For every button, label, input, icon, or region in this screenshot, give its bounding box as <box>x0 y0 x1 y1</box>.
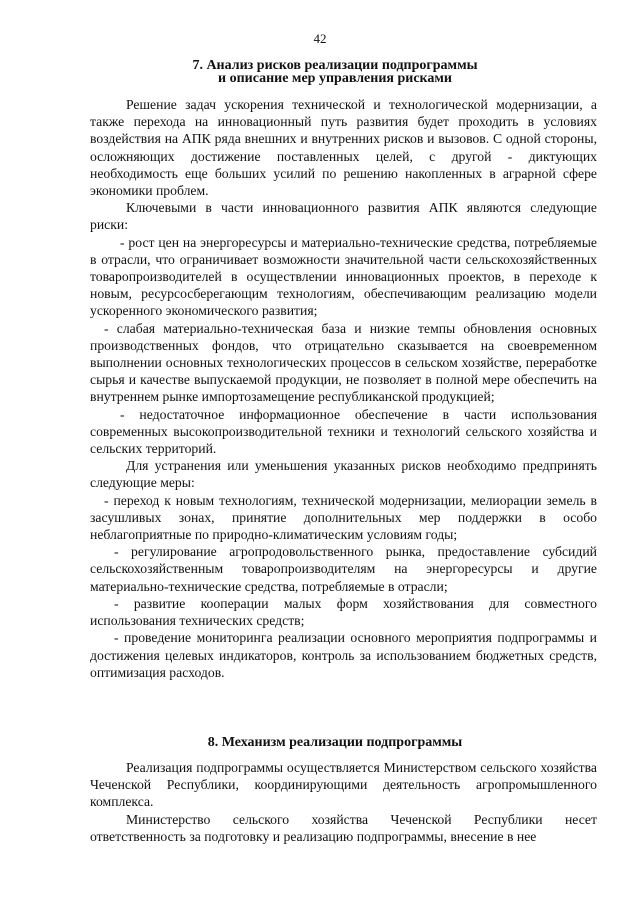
risk-item-information: - недостаточное информационное обеспечение в части использования современных высокопроизводительной техники и технологий сельского хозяйства и сельских территорий. <box>90 406 597 457</box>
paragraph-implementation: Реализация подпрограммы осуществляется Министерством сельского хозяйства Чеченской Республики, координирующими деятельность агропромышленного комплекса. <box>90 760 597 810</box>
measure-item-cooperation: - развитие кооперации малых форм хозяйствования для совместного использования технических средств; <box>90 595 597 629</box>
section-7-title-line-2: и описание мер управления рисками <box>218 71 452 86</box>
paragraph-ministry: Министерство сельского хозяйства Чеченской Республики несет ответственность за подготовку и реализацию подпрограммы, внесение в нее <box>90 811 597 844</box>
measure-item-market-regulation: - регулирование агропродовольственного рынка, предоставление субсидий сельскохозяйственным товаропроизводителям на энергоресурсы и другие материально-технические средства, потребляемые в отрасли; <box>90 544 597 594</box>
section-7-body <box>90 96 597 681</box>
measure-item-monitoring: - проведение мониторинга реализации основного мероприятия подпрограммы и достижения целевых индикаторов, контроль за использованием бюджетных средств, оптимизация расходов. <box>90 630 597 680</box>
paragraph-key-risks: Ключевыми в части инновационного развития АПК являются следующие риски: <box>90 200 597 233</box>
page-number: 42 <box>313 31 327 46</box>
section-7-heading <box>90 59 580 85</box>
risk-item-weak-base: - слабая материально-техническая база и низкие темпы обновления основных производственных фондов, что отрицательно сказывается на своевременном выполнении основных технологических процессов в сельском хозяйстве, переработке сырья и качестве выпускаемой продукции, не позволяет в полной мере обеспечить на внутреннем рынке импортозамещение республиканской продукцией; <box>90 320 597 405</box>
measure-item-new-technologies: - переход к новым технологиям, технической модернизации, мелиорации земель в засушливых зонах, принятие дополнительных мер поддержки в особо неблагоприятные по природно-климатическим условиям годы; <box>90 492 597 543</box>
section-8-heading: 8. Механизм реализации подпрограммы <box>207 735 463 750</box>
risk-item-energy-prices: - рост цен на энергоресурсы и материально-технические средства, потребляемые в отрасли, что ограничивает возможности значительной части сельскохозяйственных товаропроизводителей в осуществлении инновационных проектов, в переходе к новым, ресурсосберегающим технологиям, обеспечивающим реализацию модели ускоренного экономического развития; <box>90 234 597 319</box>
section-7-title-line-1: 7. Анализ рисков реализации подпрограммы <box>192 58 478 73</box>
paragraph-intro: Решение задач ускорения технической и технологической модернизации, а также перехода на инновационный путь развития будет проходить в условиях воздействия на АПК ряда внешних и внутренних рисков и вызовов. С одной стороны, осложняющих достижение поставленных целей, с другой - диктующих необходимость еще больших усилий по решению накопленных в аграрной сфере экономики проблем. <box>90 97 597 199</box>
section-8-body <box>90 759 597 845</box>
paragraph-measures: Для устранения или уменьшения указанных рисков необходимо предпринять следующие меры: <box>90 458 597 491</box>
